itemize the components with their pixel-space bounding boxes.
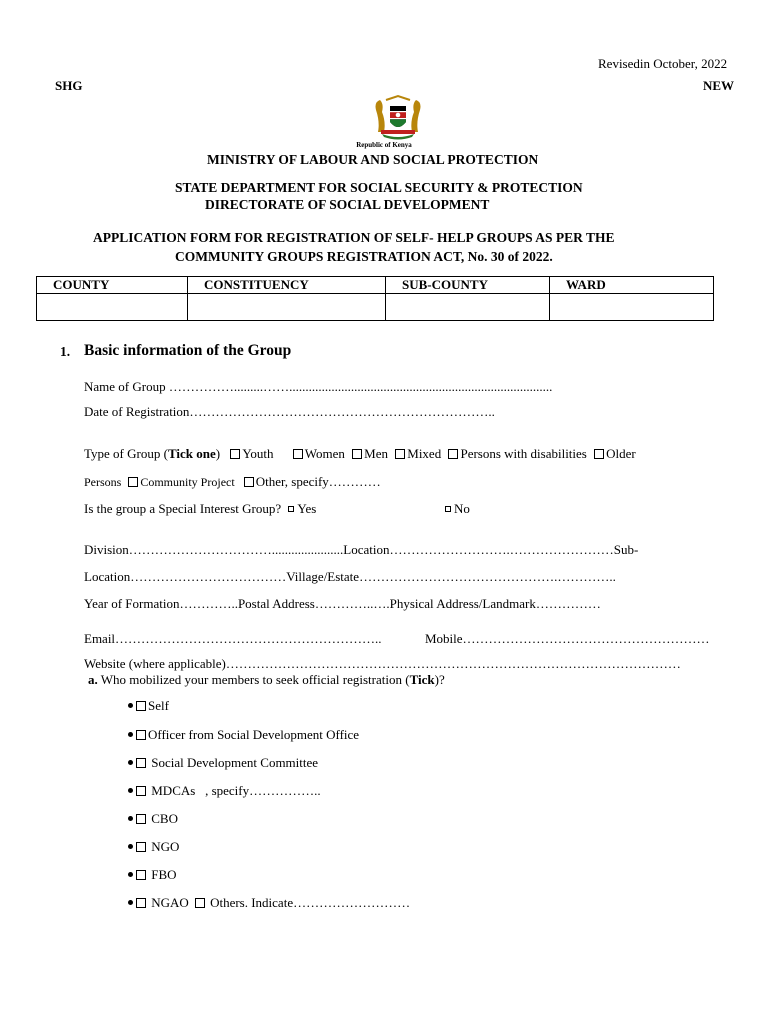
self-label: Self	[148, 698, 169, 713]
form-code-shg: SHG	[55, 78, 83, 93]
special-no-option	[445, 501, 470, 517]
type-label-tick: Tick one	[167, 446, 216, 461]
date-of-registration-field[interactable]: Date of Registration……………………………………………………………..	[84, 404, 495, 419]
ward-input-cell[interactable]	[550, 294, 714, 321]
fbo-checkbox[interactable]	[136, 870, 146, 880]
fbo-label: FBO	[148, 867, 177, 882]
revision-date: Revisedin October, 2022	[598, 56, 728, 71]
form-title-line1: APPLICATION FORM FOR REGISTRATION OF SELF- HELP GROUPS AS PER THE	[93, 230, 615, 245]
mixed-checkbox[interactable]	[395, 449, 405, 459]
special-interest-label: Is the group a Special Interest Group?	[84, 501, 282, 516]
option-ngo	[128, 839, 179, 855]
mdcas-label: MDCAs , specify……………..	[148, 783, 321, 798]
youth-label: Youth	[242, 446, 274, 461]
option-committee	[128, 755, 318, 771]
question-a-text: Who mobilized your members to seek official registration (	[100, 672, 410, 687]
ward-header: WARD	[550, 277, 714, 294]
sub-county-header: SUB-COUNTY	[386, 277, 550, 294]
constituency-header: CONSTITUENCY	[188, 277, 386, 294]
others-checkbox[interactable]	[195, 898, 205, 908]
division-location-field[interactable]: Division……………………………......................Location……………………….……………………Sub-	[84, 542, 639, 557]
county-input-cell[interactable]	[37, 294, 188, 321]
special-yes-checkbox[interactable]	[288, 506, 294, 512]
cbo-checkbox[interactable]	[136, 814, 146, 824]
question-a	[88, 672, 445, 688]
bullet-icon	[128, 816, 133, 821]
section-number: 1.	[60, 344, 71, 359]
men-checkbox[interactable]	[352, 449, 362, 459]
women-checkbox[interactable]	[293, 449, 303, 459]
special-no-label: No	[454, 501, 470, 516]
bullet-icon	[128, 760, 133, 765]
constituency-input-cell[interactable]	[188, 294, 386, 321]
ministry-title: MINISTRY OF LABOUR AND SOCIAL PROTECTION	[207, 152, 539, 167]
bullet-icon	[128, 703, 133, 708]
older-persons-checkbox[interactable]	[594, 449, 604, 459]
sub-county-input-cell[interactable]	[386, 294, 550, 321]
officer-label: Officer from Social Development Office	[148, 727, 360, 742]
ngao-label: NGAO	[148, 895, 189, 910]
pwd-label: Persons with disabilities	[460, 446, 587, 461]
men-label: Men	[364, 446, 389, 461]
older-label: Older	[606, 446, 636, 461]
type-label-close: )	[215, 446, 221, 461]
option-cbo	[128, 811, 178, 827]
other-checkbox[interactable]	[244, 477, 254, 487]
mdcas-checkbox[interactable]	[136, 786, 146, 796]
community-project-label: Community Project	[140, 475, 235, 489]
persons-label: Persons	[84, 475, 122, 489]
question-a-close: )?	[434, 672, 445, 687]
special-no-checkbox[interactable]	[445, 506, 451, 512]
special-interest-question	[84, 501, 316, 517]
name-of-group-field[interactable]: Name of Group …………….........…….................................................................................	[84, 379, 553, 394]
emblem-caption: Republic of Kenya	[356, 141, 412, 149]
question-a-tick: Tick	[409, 672, 435, 687]
location-village-field[interactable]: Location………………………………Village/Estate……………………………………….…………..	[84, 569, 616, 584]
self-checkbox[interactable]	[136, 701, 146, 711]
pwd-checkbox[interactable]	[448, 449, 458, 459]
bullet-icon	[128, 872, 133, 877]
type-label: Type of Group (	[84, 446, 168, 461]
question-a-letter: a.	[88, 672, 98, 687]
option-officer	[128, 727, 359, 743]
ngo-checkbox[interactable]	[136, 842, 146, 852]
other-specify-label: Other, specify…………	[255, 474, 381, 489]
women-label: Women	[304, 446, 345, 461]
option-mdcas	[128, 783, 321, 799]
cbo-label: CBO	[148, 811, 178, 826]
bullet-icon	[128, 732, 133, 737]
year-postal-physical-field[interactable]: Year of Formation…………..Postal Address…………..….Physical Address/Landmark……………	[84, 596, 601, 611]
youth-checkbox[interactable]	[230, 449, 240, 459]
option-self	[128, 698, 169, 714]
others-label: Others. Indicate………………………	[206, 895, 411, 910]
option-fbo	[128, 867, 177, 883]
form-title-line2: COMMUNITY GROUPS REGISTRATION ACT, No. 30 of 2022.	[175, 249, 553, 264]
ngao-checkbox[interactable]	[136, 898, 146, 908]
bullet-icon	[128, 788, 133, 793]
county-header: COUNTY	[37, 277, 188, 294]
location-table	[36, 276, 714, 321]
directorate-title: DIRECTORATE OF SOCIAL DEVELOPMENT	[205, 197, 490, 212]
special-yes-label: Yes	[297, 501, 317, 516]
form-status-new: NEW	[703, 78, 735, 93]
bullet-icon	[128, 900, 133, 905]
coat-of-arms-emblem	[368, 94, 428, 140]
email-field[interactable]: Email……………………………………………………..	[84, 631, 382, 646]
committee-checkbox[interactable]	[136, 758, 146, 768]
type-of-group-row	[84, 446, 636, 462]
bullet-icon	[128, 844, 133, 849]
ngo-label: NGO	[148, 839, 180, 854]
mobile-field[interactable]: Mobile…………………………………………………	[425, 631, 710, 646]
state-department-title: STATE DEPARTMENT FOR SOCIAL SECURITY & PROTECTION	[175, 180, 583, 195]
option-ngao-others	[128, 895, 410, 911]
mixed-label: Mixed	[407, 446, 442, 461]
section-title: Basic information of the Group	[84, 342, 292, 359]
committee-label: Social Development Committee	[148, 755, 319, 770]
community-project-checkbox[interactable]	[128, 477, 138, 487]
website-field[interactable]: Website (where applicable)……………………………………………………………………………………………	[84, 656, 681, 671]
officer-checkbox[interactable]	[136, 730, 146, 740]
type-of-group-row-2	[84, 474, 381, 490]
